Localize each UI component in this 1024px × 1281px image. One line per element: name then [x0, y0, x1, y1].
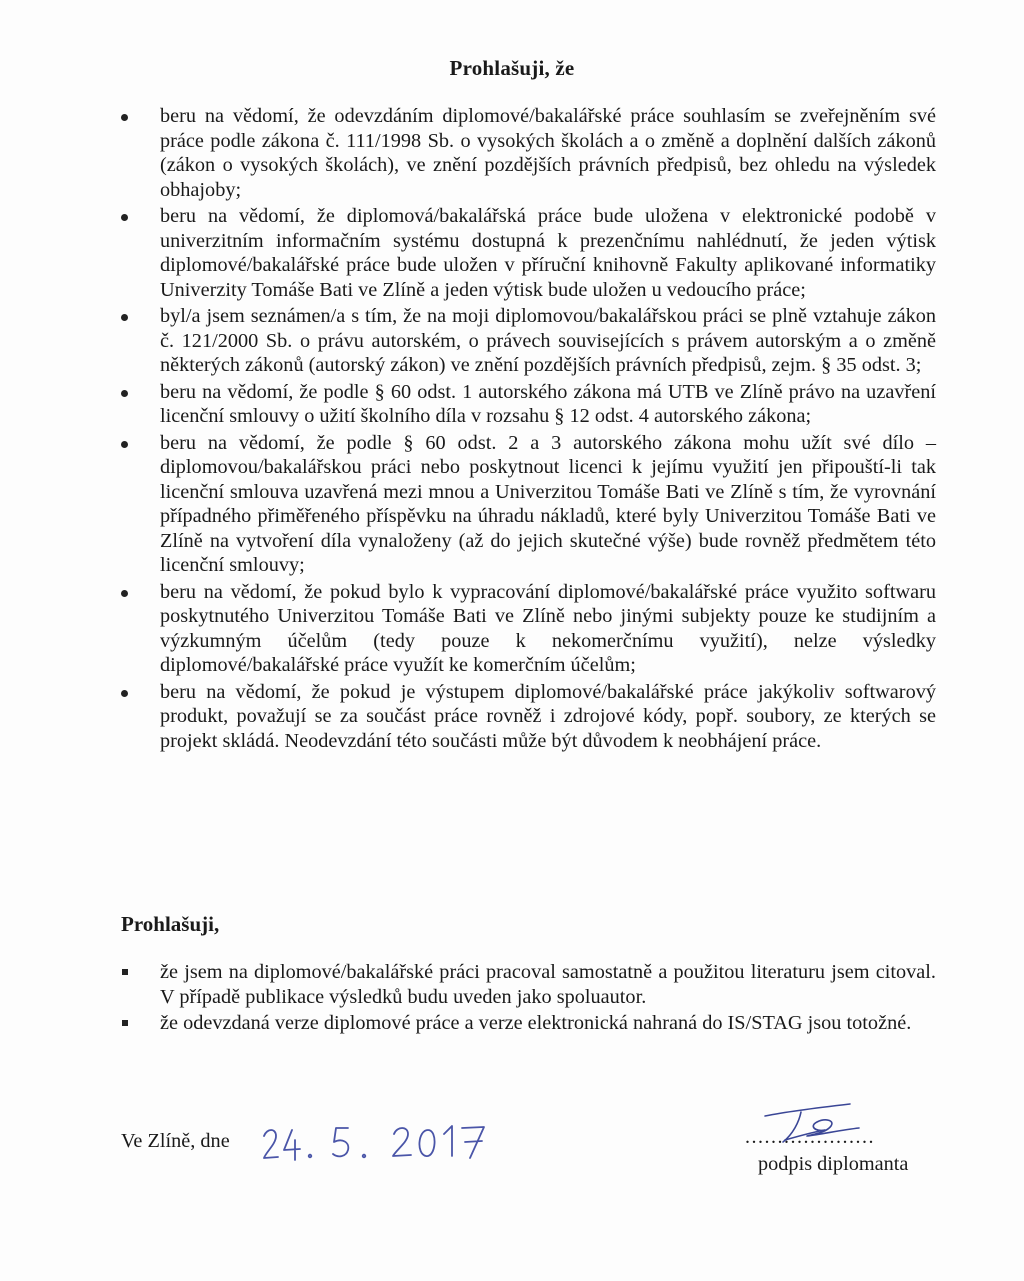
signature-line: .................... [745, 1126, 875, 1148]
declaration-title: Prohlašuji, že [449, 56, 575, 80]
declaration-item: beru na vědomí, že pokud je výstupem diplomové/bakalářské práce jakýkoliv softwarový produkt, považují se za součást práce rovněž i zdrojové kódy, popř. soubory, ze kterých se projekt skládá. Neodevzdání této součásti může být důvodem k neobhájení práce. [118, 680, 936, 754]
signature-label: podpis diplomanta [758, 1153, 909, 1175]
declaration-item: beru na vědomí, že podle § 60 odst. 2 a 3 autorského zákona mohu užít své dílo – diplomovou/bakalářskou práci nebo poskytnout licenci k jejímu využití jen připouští-li tak licenční smlouva uzavřená mezi mnou a Univerzitou Tomáše Bati ve Zlíně s tím, že vyrovnání případného přiměřeného příspěvku na úhradu nákladů, které byly Univerzitou Tomáše Bati ve Zlíně na vytvoření díla vynaloženy (až do jejich skutečné výše) bude rovněž předmětem této licenční smlouvy; [118, 431, 936, 578]
place-date-label: Ve Zlíně, dne [121, 1130, 230, 1152]
declaration-item: byl/a jsem seznámen/a s tím, že na moji diplomovou/bakalářskou práci se plně vztahuje zákon č. 121/2000 Sb. o právu autorském, o právech souvisejících s právem autorským a o změně některých zákonů (autorský zákon) ve znění pozdějších právních předpisů, zejm. § 35 odst. 3; [118, 304, 936, 378]
declaration-list [118, 104, 936, 753]
handwritten-date [262, 1112, 492, 1164]
statement-item: že odevzdaná verze diplomové práce a verze elektronická nahraná do IS/STAG jsou totožné. [118, 1011, 936, 1036]
declaration-item: beru na vědomí, že diplomová/bakalářská práce bude uložena v elektronické podobě v univerzitním informačním systému dostupná k prezenčnímu nahlédnutí, že jeden výtisk diplomové/bakalářské práce bude uložen v příruční knihovně Fakulty aplikované informatiky Univerzity Tomáše Bati ve Zlíně a jeden výtisk bude uložen u vedoucího práce; [118, 204, 936, 302]
declaration-item: beru na vědomí, že odevzdáním diplomové/bakalářské práce souhlasím se zveřejněním své práce podle zákona č. 111/1998 Sb. o vysokých školách a o změně a doplnění dalších zákonů (zákon o vysokých školách), ve znění pozdějších právních předpisů, bez ohledu na výsledek obhajoby; [118, 104, 936, 202]
declaration-item: beru na vědomí, že podle § 60 odst. 1 autorského zákona má UTB ve Zlíně právo na uzavření licenční smlouvy o užití školního díla v rozsahu § 12 odst. 4 autorského zákona; [118, 380, 936, 429]
signature-mark [755, 1096, 865, 1156]
statement-heading: Prohlašuji, [121, 912, 220, 936]
statement-item: že jsem na diplomové/bakalářské práci pracoval samostatně a použitou literaturu jsem citoval. V případě publikace výsledků budu uveden jako spoluautor. [118, 960, 936, 1009]
declaration-item: beru na vědomí, že pokud bylo k vypracování diplomové/bakalářské práce využito softwaru poskytnutého Univerzitou Tomáše Bati ve Zlíně nebo jinými subjekty pouze ke studijním a výzkumným účelům (tedy pouze k nekomerčnímu využití), nelze výsledky diplomové/bakalářské práce využít ke komerčním účelům; [118, 580, 936, 678]
statement-list [118, 960, 936, 1036]
